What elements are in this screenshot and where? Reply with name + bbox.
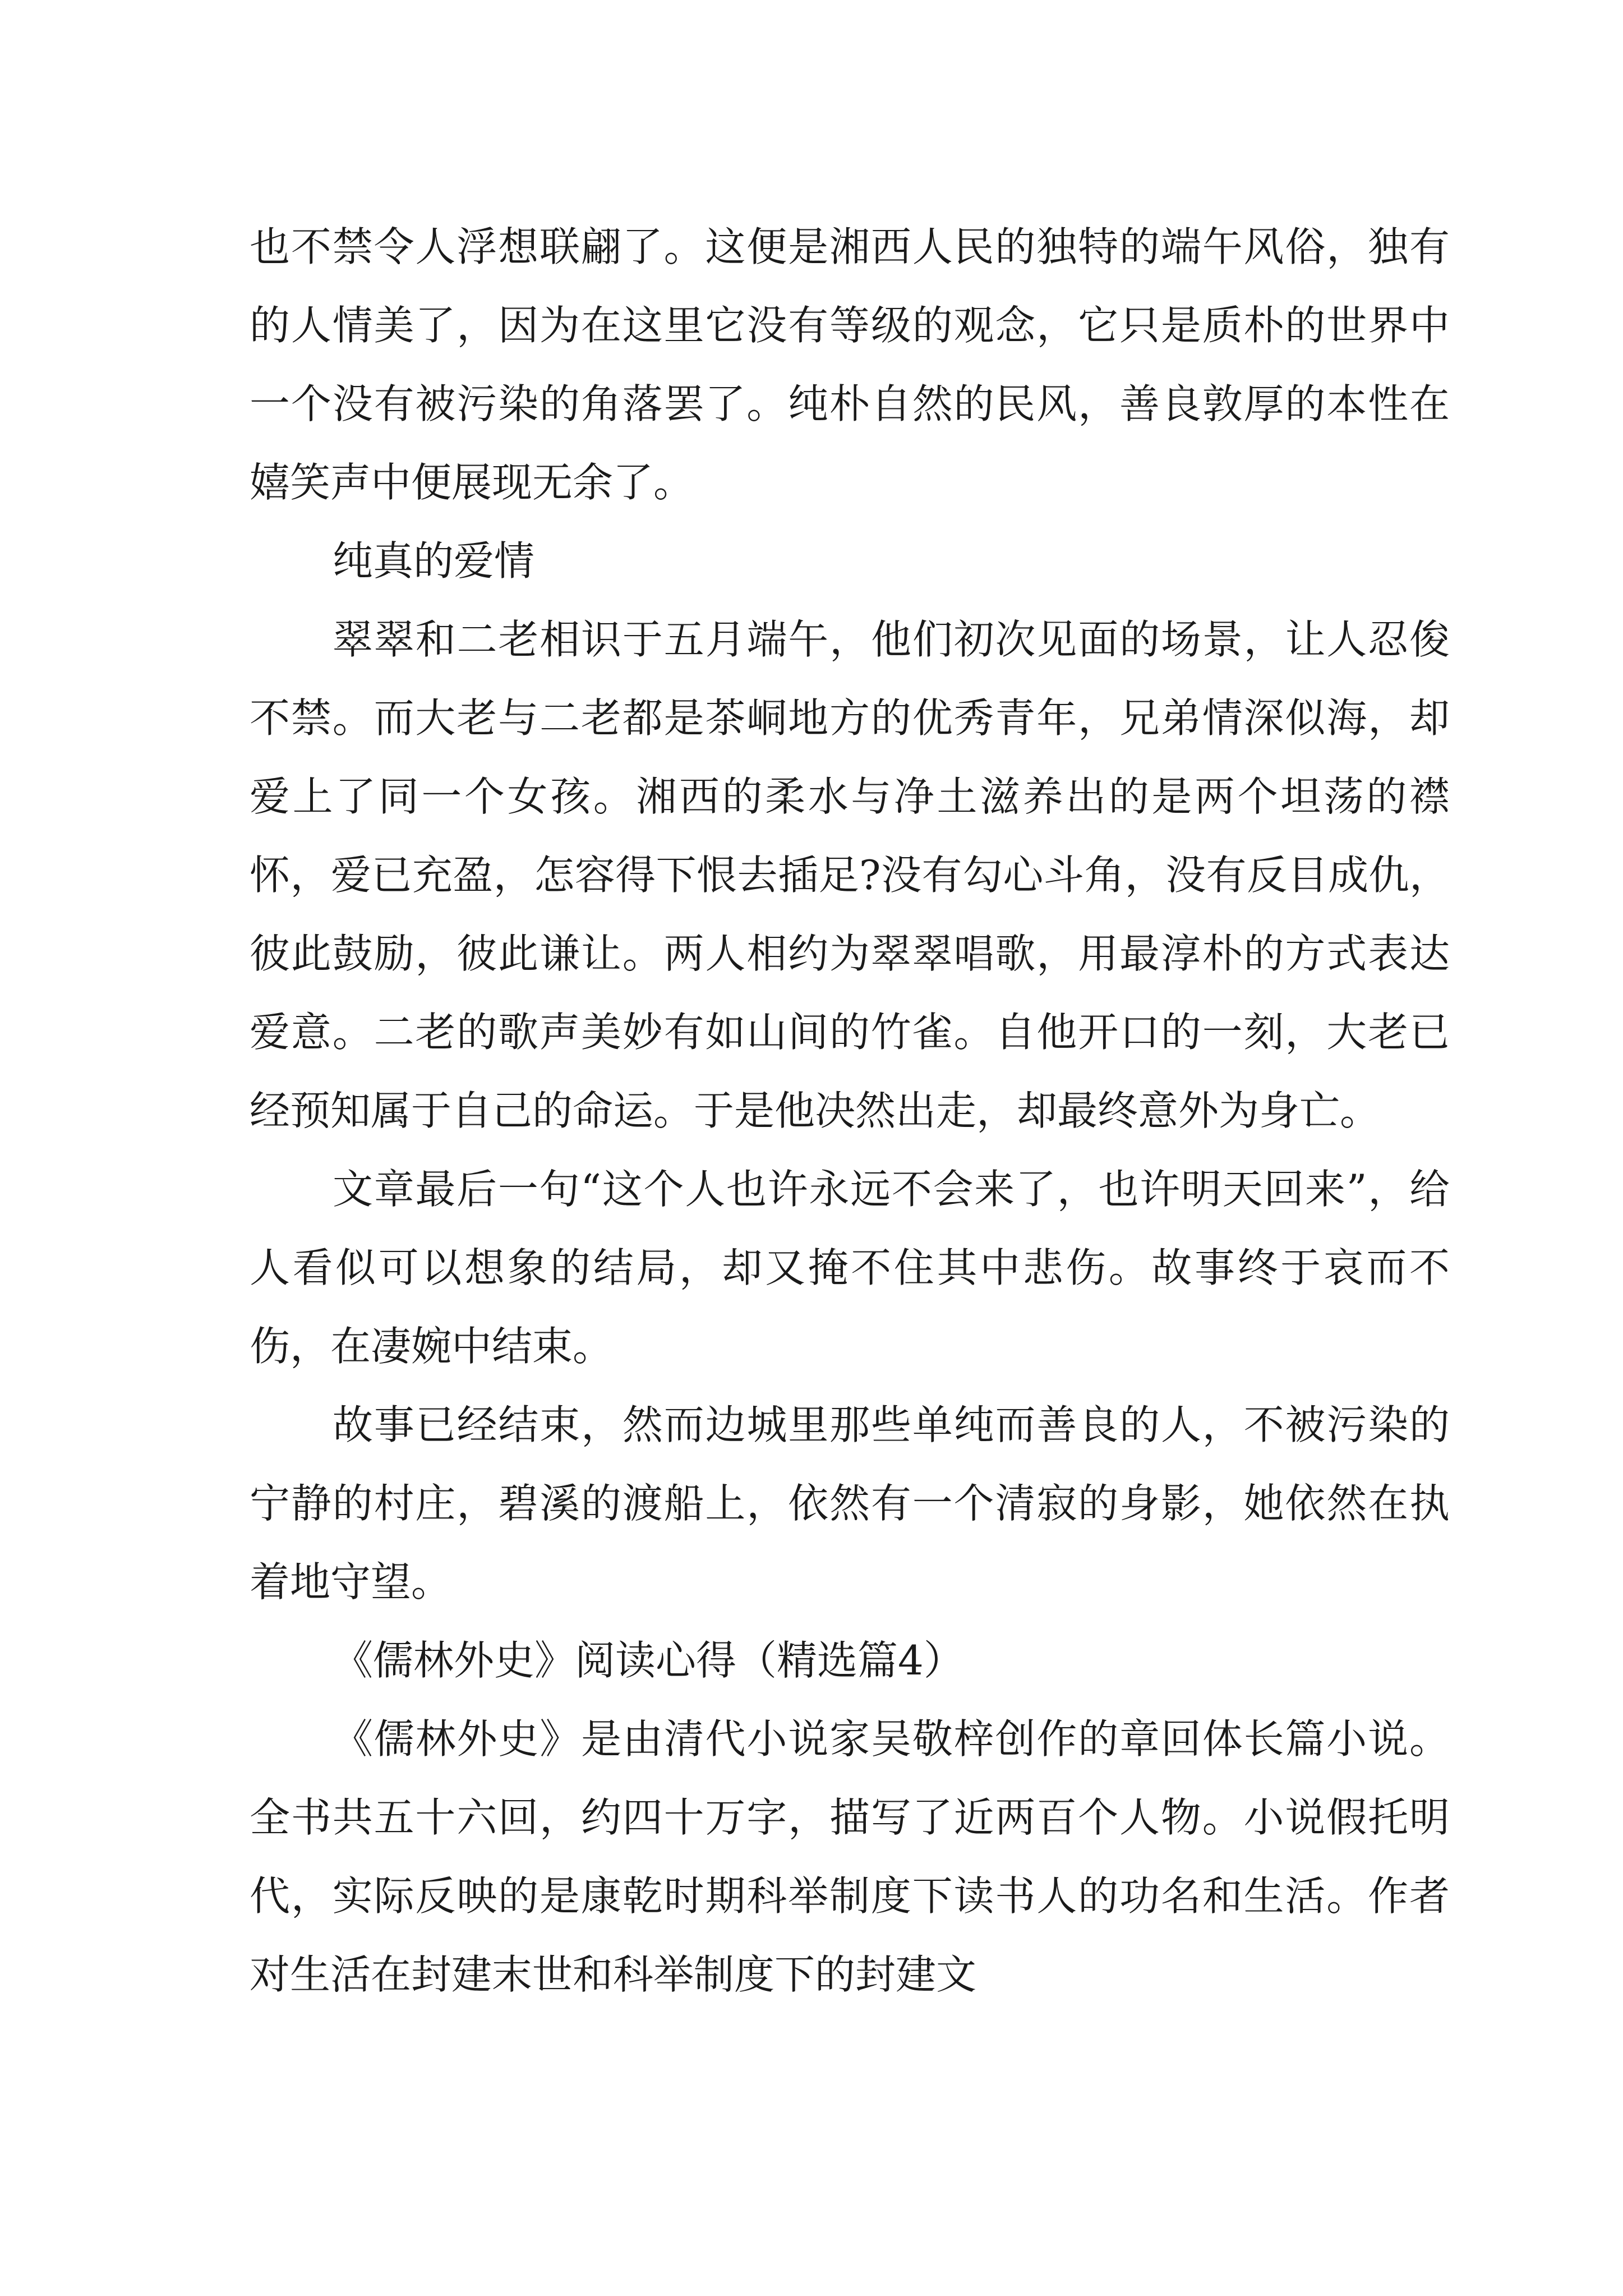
paragraph-2: 翠翠和二老相识于五月端午，他们初次见面的场景，让人忍俊不禁。而大老与二老都是茶峒地方的优秀青年，兄弟情深似海，却爱上了同一个女孩。湘西的柔水与净土滋养出的是两个坦荡的襟怀，爱已充盈，怎容得下恨去插足?没有勾心斗角，没有反目成仇，彼此鼓励，彼此谦让。两人相约为翠翠唱歌，用最淳朴的方式表达爱意。二老的歌声美妙有如山间的竹雀。自他开口的一刻，大老已经预知属于自己的命运。于是他决然出走，却最终意外为身亡。 xyxy=(250,616,1450,1134)
section-heading-pure-love: 纯真的爱情 xyxy=(333,537,535,585)
section-heading-rulin-waishi: 《儒林外史》阅读心得（精选篇4） xyxy=(333,1637,964,1684)
paragraph-1: 也不禁令人浮想联翩了。这便是湘西人民的独特的端午风俗，独有的人情美了，因为在这里它没有等级的观念，它只是质朴的世界中一个没有被污染的角落罢了。纯朴自然的民风，善良敦厚的本性在嬉笑声中便展现无余了。 xyxy=(250,223,1450,506)
document-body xyxy=(250,208,1450,2014)
paragraph-3: 文章最后一句“这个人也许永远不会来了，也许明天回来”，给人看似可以想象的结局，却又掩不住其中悲伤。故事终于哀而不伤，在凄婉中结束。 xyxy=(250,1166,1450,1370)
paragraph-4: 故事已经结束，然而边城里那些单纯而善良的人，不被污染的宁静的村庄，碧溪的渡船上，依然有一个清寂的身影，她依然在执着地守望。 xyxy=(250,1401,1450,1605)
paragraph-5: 《儒林外史》是由清代小说家吴敬梓创作的章回体长篇小说。全书共五十六回，约四十万字，描写了近两百个人物。小说假托明代，实际反映的是康乾时期科举制度下读书人的功名和生活。作者对生活在封建末世和科举制度下的封建文 xyxy=(250,1715,1450,1998)
